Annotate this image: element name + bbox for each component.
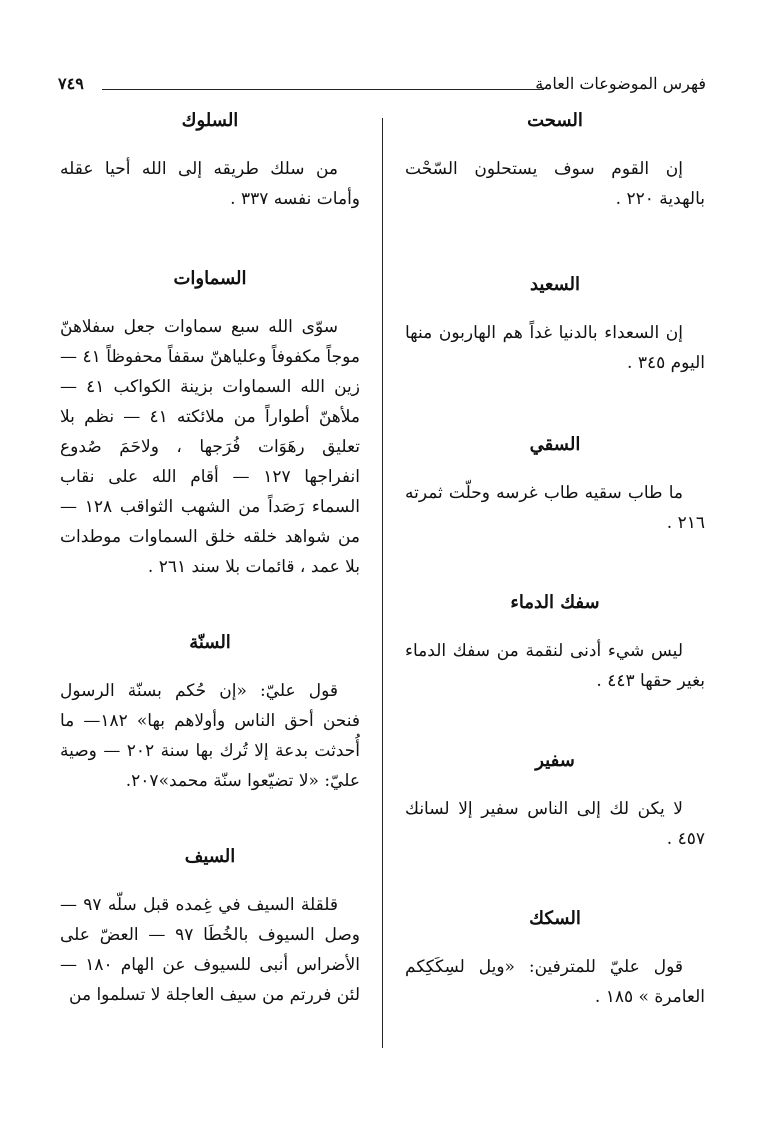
page-header	[58, 70, 706, 100]
index-entry	[60, 842, 360, 1010]
entry-heading: السقي	[529, 434, 581, 455]
entry-heading: السلوك	[181, 110, 239, 131]
index-entry	[60, 106, 360, 214]
entry-heading: السنّة	[189, 632, 231, 653]
entry-text: إن السعداء بالدنيا غداً هم الهاربون منها اليوم ٣٤٥ .	[405, 323, 705, 373]
index-entry	[405, 746, 705, 854]
left-column	[60, 106, 360, 1010]
entry-heading: السكك	[529, 908, 581, 929]
index-entry	[405, 270, 705, 378]
index-entry	[60, 264, 360, 582]
header-rule	[102, 89, 544, 90]
column-divider	[382, 118, 383, 1048]
entry-text: لا يكن لك إلى الناس سفير إلا لسانك ٤٥٧ .	[405, 799, 705, 849]
index-entry	[60, 628, 360, 796]
entry-heading: سفير	[535, 750, 575, 771]
entry-heading: سفك الدماء	[510, 592, 600, 613]
entry-text: قول عليّ للمترفين: «ويل لسِكَكِكم العامرة » ١٨٥ .	[405, 957, 705, 1007]
index-entry	[405, 106, 705, 214]
entry-heading: السيف	[184, 846, 236, 867]
entry-heading: السحت	[527, 110, 583, 131]
entry-heading: السعيد	[529, 274, 581, 295]
entry-text: من سلك طريقه إلى الله أحيا عقله وأمات نفسه ٣٣٧ .	[60, 159, 360, 209]
index-entry	[405, 430, 705, 538]
entry-text: سوّى الله سبع سماوات جعل سفلاهنّ موجاً مكفوفاً وعلياهنّ سقفاً محفوظاً ٤١ — زين الله السماوات بزينة الكواكب ٤١ — ملأهنّ أطواراً من ملائكته ٤١ — نظم بلا تعليق رهَوَات فُرَجها ، ولاحَمَ صُدوع انفراجها ١٢٧ — أقام الله على نقاب السماء رَصَداً من الشهب الثواقب ١٢٨ — من شواهد خلقه خلق السماوات موطدات بلا عمد ، قائمات بلا سند ٢٦١ .	[60, 317, 361, 577]
entry-text: قلقلة السيف في غِمده قبل سلّه ٩٧ — وصل السيوف بالخُطَا ٩٧ — العضّ على الأضراس أنبى للسيوف عن الهام ١٨٠ — لئن فررتم من سيف العاجلة لا تسلموا من	[60, 895, 360, 1005]
entry-text: إن القوم سوف يستحلون السّحْت بالهدية ٢٢٠ .	[405, 159, 705, 209]
entry-text: ما طاب سقيه طاب غرسه وحلّت ثمرته ٢١٦ .	[405, 483, 705, 533]
entry-text: ليس شيء أدنى لنقمة من سفك الدماء بغير حقها ٤٤٣ .	[405, 641, 705, 691]
running-title: فهرس الموضوعات العامة	[535, 74, 706, 93]
index-entry	[405, 904, 705, 1012]
entry-heading: السماوات	[173, 268, 247, 289]
right-column	[405, 106, 705, 1012]
page-number: ٧٤٩	[58, 74, 84, 93]
index-entry	[405, 588, 705, 696]
entry-text: قول عليّ: «إن حُكم بسنّة الرسول فنحن أحق الناس وأولاهم بها» ١٨٢— ما أُحدثت بدعة إلا تُرك بها سنة ٢٠٢ — وصية عليّ: «لا تضيّعوا سنّة محمد»٢٠٧.	[60, 681, 360, 791]
